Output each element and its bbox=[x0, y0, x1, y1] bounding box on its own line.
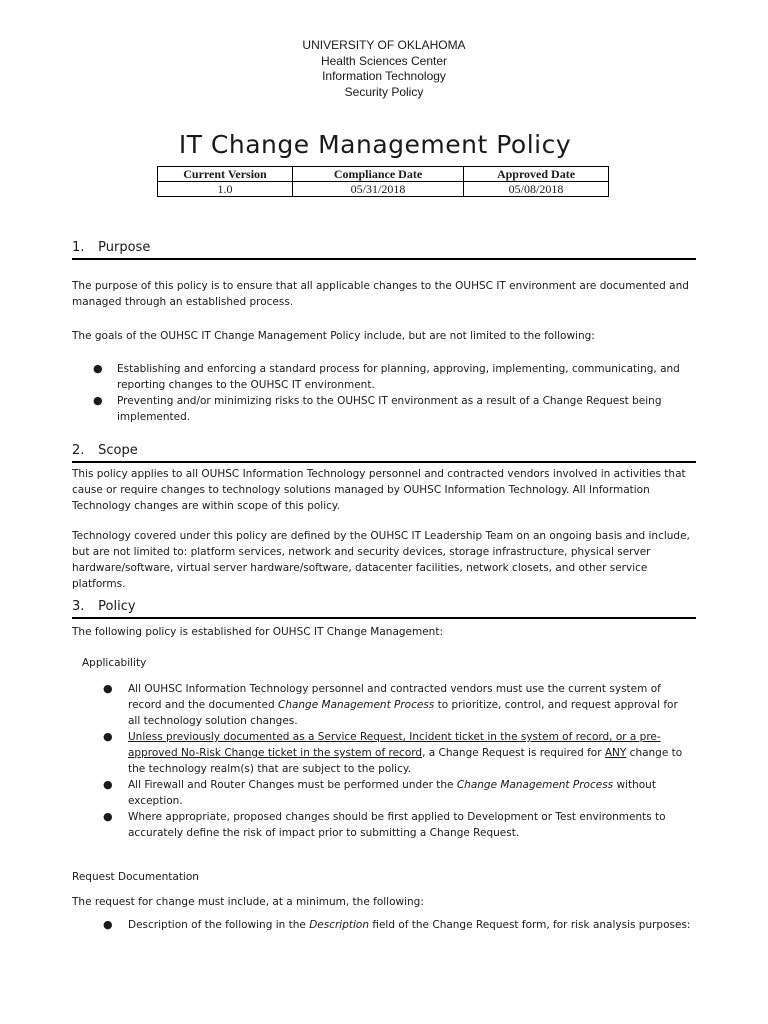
university-name: UNIVERSITY OF OKLAHOMA bbox=[302, 38, 466, 52]
bullet-icon: ● bbox=[93, 362, 103, 375]
bullet-icon: ● bbox=[103, 810, 113, 823]
current-version-value: 1.0 bbox=[158, 182, 293, 197]
applicability-list bbox=[103, 681, 693, 841]
purpose-heading bbox=[72, 240, 696, 260]
bullet-icon: ● bbox=[103, 682, 113, 695]
list-item: ● Establishing and enforcing a standard process for planning, approving, implementing, communicating, and reporting changes to the OUHSC IT environment. bbox=[93, 362, 680, 391]
version-table-header-row bbox=[158, 167, 609, 182]
bullet-icon: ● bbox=[103, 918, 113, 931]
list-item: ● Unless previously documented as a Service Request, Incident ticket in the system of record, or a pre-approved No-Risk Change ticket in the system of record, a Change Request is required for ANY change to the technology realm(s) that are subject to the policy. bbox=[103, 730, 683, 775]
center-name: Health Sciences Center bbox=[320, 53, 448, 68]
scope-number: 2. bbox=[72, 443, 85, 458]
bullet-icon: ● bbox=[93, 394, 103, 407]
version-table bbox=[157, 166, 609, 197]
request-documentation-label: Request Documentation bbox=[72, 871, 199, 883]
list-item: ● All Firewall and Router Changes must be performed under the Change Management Process without exception. bbox=[103, 778, 656, 807]
purpose-goals-list bbox=[93, 361, 702, 425]
purpose-paragraph-2: The goals of the OUHSC IT Change Management Policy include, but are not limited to the following: bbox=[72, 330, 595, 342]
document-category: Security Policy bbox=[344, 84, 424, 99]
policy-intro: The following policy is established for OUHSC IT Change Management: bbox=[72, 626, 443, 638]
page-title: IT Change Management Policy bbox=[178, 130, 572, 159]
bullet-icon: ● bbox=[103, 730, 113, 743]
bullet-icon: ● bbox=[103, 778, 113, 791]
document-header bbox=[0, 38, 768, 100]
list-item: ● Where appropriate, proposed changes should be first applied to Development or Test environments to accurately define the risk of impact prior to submitting a Change Request. bbox=[103, 810, 666, 839]
purpose-number: 1. bbox=[72, 240, 85, 255]
list-item: ● Preventing and/or minimizing risks to the OUHSC IT environment as a result of a Change Request being implemented. bbox=[93, 394, 662, 423]
department-name: Information Technology bbox=[322, 69, 446, 83]
compliance-date-value: 05/31/2018 bbox=[293, 182, 464, 197]
approved-date-value: 05/08/2018 bbox=[464, 182, 609, 197]
policy-heading bbox=[72, 599, 696, 619]
policy-heading-text: Policy bbox=[98, 599, 136, 614]
list-item: ● Description of the following in the Description field of the Change Request form, for risk analysis purposes: bbox=[103, 918, 691, 931]
scope-heading bbox=[72, 443, 696, 463]
purpose-paragraph-1: The purpose of this policy is to ensure that all applicable changes to the OUHSC IT environment are documented and managed through an established process. bbox=[72, 280, 689, 308]
request-list bbox=[103, 917, 693, 933]
current-version-header: Current Version bbox=[158, 167, 293, 182]
approved-date-header: Approved Date bbox=[464, 167, 609, 182]
scope-heading-text: Scope bbox=[98, 443, 138, 458]
list-item: ● All OUHSC Information Technology personnel and contracted vendors must use the current system of record and the documented Change Management Process to prioritize, control, and request approval for all technology solution changes. bbox=[103, 682, 678, 727]
scope-paragraph-1: This policy applies to all OUHSC Information Technology personnel and contracted vendors involved in activities that cause or require changes to technology solutions managed by OUHSC Information Technology. All Information Technology changes are within scope of this policy. bbox=[72, 468, 686, 512]
applicability-label: Applicability bbox=[82, 657, 147, 669]
purpose-heading-text: Purpose bbox=[98, 240, 151, 255]
request-intro: The request for change must include, at a minimum, the following: bbox=[72, 896, 424, 908]
policy-number: 3. bbox=[72, 599, 85, 614]
version-table-row bbox=[158, 182, 609, 197]
scope-paragraph-2: Technology covered under this policy are defined by the OUHSC IT Leadership Team on an ongoing basis and include, but are not limited to: platform services, network and security devices, storage infrastructure, physical server hardware/software, virtual server hardware/software, datacenter facilities, network closets, and other service platforms. bbox=[72, 530, 690, 590]
compliance-date-header: Compliance Date bbox=[293, 167, 464, 182]
